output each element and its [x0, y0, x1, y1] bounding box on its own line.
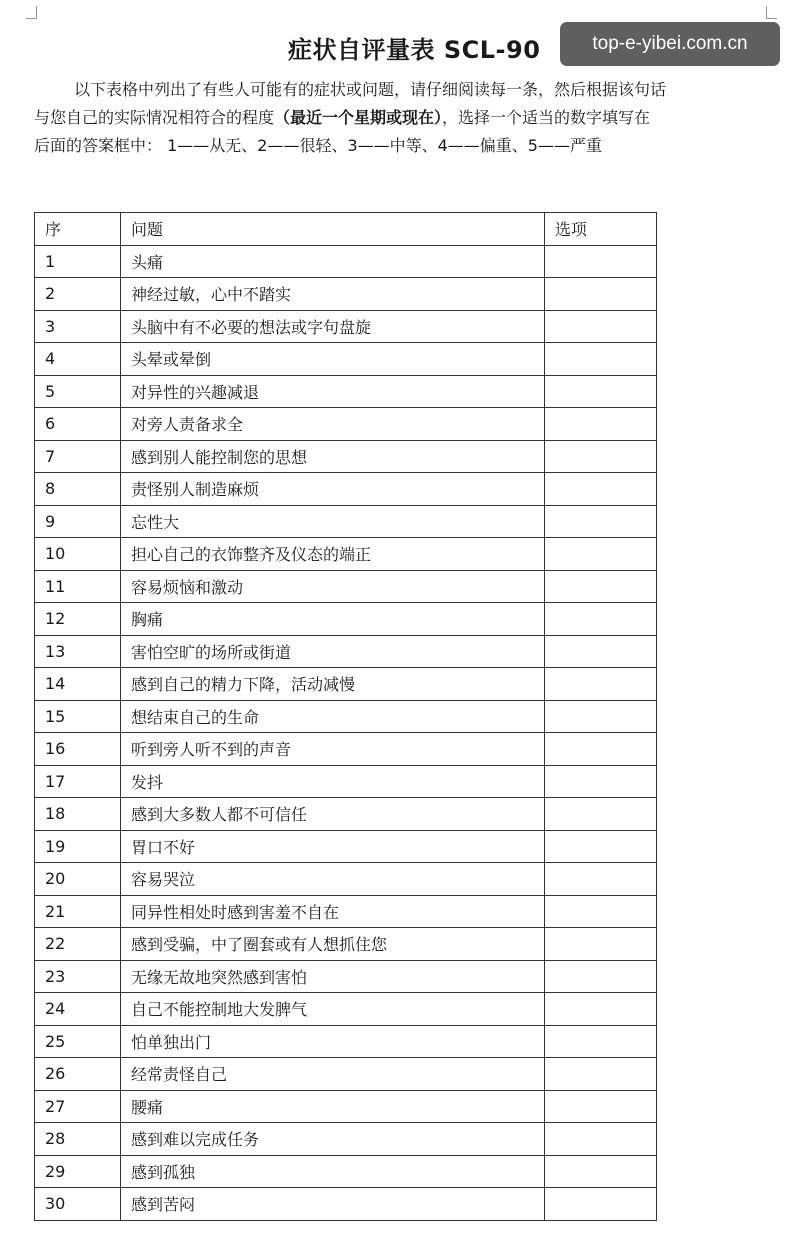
- page-title: 症状自评量表 SCL-90: [288, 36, 541, 64]
- row-question: 感到苦闷: [121, 1188, 545, 1221]
- row-number: 7: [35, 440, 121, 473]
- row-number: 26: [35, 1058, 121, 1091]
- row-number: 14: [35, 668, 121, 701]
- answer-cell[interactable]: [545, 700, 657, 733]
- row-number: 27: [35, 1090, 121, 1123]
- answer-cell[interactable]: [545, 863, 657, 896]
- answer-cell[interactable]: [545, 733, 657, 766]
- table-row: [35, 343, 657, 376]
- table-row: [35, 993, 657, 1026]
- answer-cell[interactable]: [545, 538, 657, 571]
- answer-cell[interactable]: [545, 960, 657, 993]
- row-question: 听到旁人听不到的声音: [121, 733, 545, 766]
- row-question: 责怪别人制造麻烦: [121, 473, 545, 506]
- table-row: [35, 505, 657, 538]
- row-number: 18: [35, 798, 121, 831]
- row-question: 无缘无故地突然感到害怕: [121, 960, 545, 993]
- row-number: 17: [35, 765, 121, 798]
- answer-cell[interactable]: [545, 245, 657, 278]
- row-question: 担心自己的衣饰整齐及仪态的端正: [121, 538, 545, 571]
- row-number: 1: [35, 245, 121, 278]
- row-number: 4: [35, 343, 121, 376]
- table-row: [35, 570, 657, 603]
- row-question: 感到难以完成任务: [121, 1123, 545, 1156]
- row-number: 13: [35, 635, 121, 668]
- row-question: 感到别人能控制您的思想: [121, 440, 545, 473]
- table-row: [35, 1155, 657, 1188]
- table-row: [35, 635, 657, 668]
- answer-cell[interactable]: [545, 440, 657, 473]
- row-number: 10: [35, 538, 121, 571]
- row-number: 22: [35, 928, 121, 961]
- row-question: 经常责怪自己: [121, 1058, 545, 1091]
- answer-cell[interactable]: [545, 1155, 657, 1188]
- row-number: 30: [35, 1188, 121, 1221]
- table-row: [35, 603, 657, 636]
- row-question: 怕单独出门: [121, 1025, 545, 1058]
- row-question: 腰痛: [121, 1090, 545, 1123]
- table-row: [35, 960, 657, 993]
- table-row: [35, 375, 657, 408]
- table-row: [35, 245, 657, 278]
- site-watermark: top-e-yibei.com.cn: [560, 22, 780, 66]
- answer-cell[interactable]: [545, 1025, 657, 1058]
- row-question: 忘性大: [121, 505, 545, 538]
- table-row: [35, 1090, 657, 1123]
- answer-cell[interactable]: [545, 570, 657, 603]
- page-corner-mark-right: [766, 6, 777, 19]
- row-number: 24: [35, 993, 121, 1026]
- answer-cell[interactable]: [545, 635, 657, 668]
- table-row: [35, 1188, 657, 1221]
- row-question: 容易哭泣: [121, 863, 545, 896]
- answer-cell[interactable]: [545, 310, 657, 343]
- table-row: [35, 440, 657, 473]
- answer-cell[interactable]: [545, 1123, 657, 1156]
- row-number: 16: [35, 733, 121, 766]
- answer-cell[interactable]: [545, 278, 657, 311]
- row-number: 19: [35, 830, 121, 863]
- row-number: 3: [35, 310, 121, 343]
- instructions-timeframe: （最近一个星期或现在）: [274, 108, 443, 127]
- row-question: 感到孤独: [121, 1155, 545, 1188]
- answer-cell[interactable]: [545, 473, 657, 506]
- table-header-row: [35, 213, 657, 246]
- row-question: 胃口不好: [121, 830, 545, 863]
- table-row: [35, 1058, 657, 1091]
- answer-cell[interactable]: [545, 928, 657, 961]
- row-question: 对旁人责备求全: [121, 408, 545, 441]
- header-number: 序: [35, 213, 121, 246]
- answer-cell[interactable]: [545, 408, 657, 441]
- table-row: [35, 278, 657, 311]
- table-row: [35, 1123, 657, 1156]
- row-number: 12: [35, 603, 121, 636]
- table-row: [35, 538, 657, 571]
- page-corner-mark-left: [26, 6, 37, 19]
- row-number: 6: [35, 408, 121, 441]
- row-question: 自己不能控制地大发脾气: [121, 993, 545, 1026]
- row-number: 20: [35, 863, 121, 896]
- table-row: [35, 863, 657, 896]
- instructions-line-2-start: 与您自己的实际情况相符合的程度: [34, 108, 275, 127]
- answer-cell[interactable]: [545, 505, 657, 538]
- table-row: [35, 473, 657, 506]
- row-question: 害怕空旷的场所或街道: [121, 635, 545, 668]
- row-question: 想结束自己的生命: [121, 700, 545, 733]
- row-question: 同异性相处时感到害羞不自在: [121, 895, 545, 928]
- table-row: [35, 895, 657, 928]
- table-row: [35, 798, 657, 831]
- answer-cell[interactable]: [545, 830, 657, 863]
- table-row: [35, 765, 657, 798]
- answer-cell[interactable]: [545, 603, 657, 636]
- row-question: 感到大多数人都不可信任: [121, 798, 545, 831]
- row-question: 头晕或晕倒: [121, 343, 545, 376]
- row-number: 9: [35, 505, 121, 538]
- table-row: [35, 1025, 657, 1058]
- row-question: 胸痛: [121, 603, 545, 636]
- table-row: [35, 928, 657, 961]
- table-row: [35, 830, 657, 863]
- answer-cell[interactable]: [545, 765, 657, 798]
- row-question: 对异性的兴趣减退: [121, 375, 545, 408]
- table-row: [35, 310, 657, 343]
- header-question: 问题: [121, 213, 545, 246]
- row-question: 发抖: [121, 765, 545, 798]
- instructions: [34, 76, 764, 160]
- instructions-line-1: 以下表格中列出了有些人可能有的症状或问题，请仔细阅读每一条，然后根据该句话: [74, 80, 667, 99]
- table-row: [35, 733, 657, 766]
- row-question: 感到自己的精力下降，活动减慢: [121, 668, 545, 701]
- row-number: 11: [35, 570, 121, 603]
- answer-cell[interactable]: [545, 798, 657, 831]
- row-number: 21: [35, 895, 121, 928]
- row-question: 感到受骗，中了圈套或有人想抓住您: [121, 928, 545, 961]
- instructions-line-2: [34, 104, 764, 132]
- table-row: [35, 668, 657, 701]
- answer-cell[interactable]: [545, 343, 657, 376]
- row-number: 29: [35, 1155, 121, 1188]
- answer-cell[interactable]: [545, 1090, 657, 1123]
- instructions-line-2-end: ，选择一个适当的数字填写在: [442, 108, 651, 127]
- answer-cell[interactable]: [545, 1058, 657, 1091]
- row-number: 5: [35, 375, 121, 408]
- row-number: 15: [35, 700, 121, 733]
- answer-cell[interactable]: [545, 993, 657, 1026]
- row-question: 头脑中有不必要的想法或字句盘旋: [121, 310, 545, 343]
- table-row: [35, 700, 657, 733]
- answer-cell[interactable]: [545, 1188, 657, 1221]
- row-number: 2: [35, 278, 121, 311]
- row-number: 23: [35, 960, 121, 993]
- answer-cell[interactable]: [545, 375, 657, 408]
- table-row: [35, 408, 657, 441]
- symptom-table: [34, 212, 657, 1221]
- header-option: 选项: [545, 213, 657, 246]
- row-question: 神经过敏，心中不踏实: [121, 278, 545, 311]
- row-number: 8: [35, 473, 121, 506]
- answer-cell[interactable]: [545, 895, 657, 928]
- row-question: 头痛: [121, 245, 545, 278]
- answer-cell[interactable]: [545, 668, 657, 701]
- row-number: 28: [35, 1123, 121, 1156]
- instructions-line-3: 后面的答案框中： 1——从无、2——很轻、3——中等、4——偏重、5——严重: [34, 136, 602, 155]
- row-number: 25: [35, 1025, 121, 1058]
- row-question: 容易烦恼和激动: [121, 570, 545, 603]
